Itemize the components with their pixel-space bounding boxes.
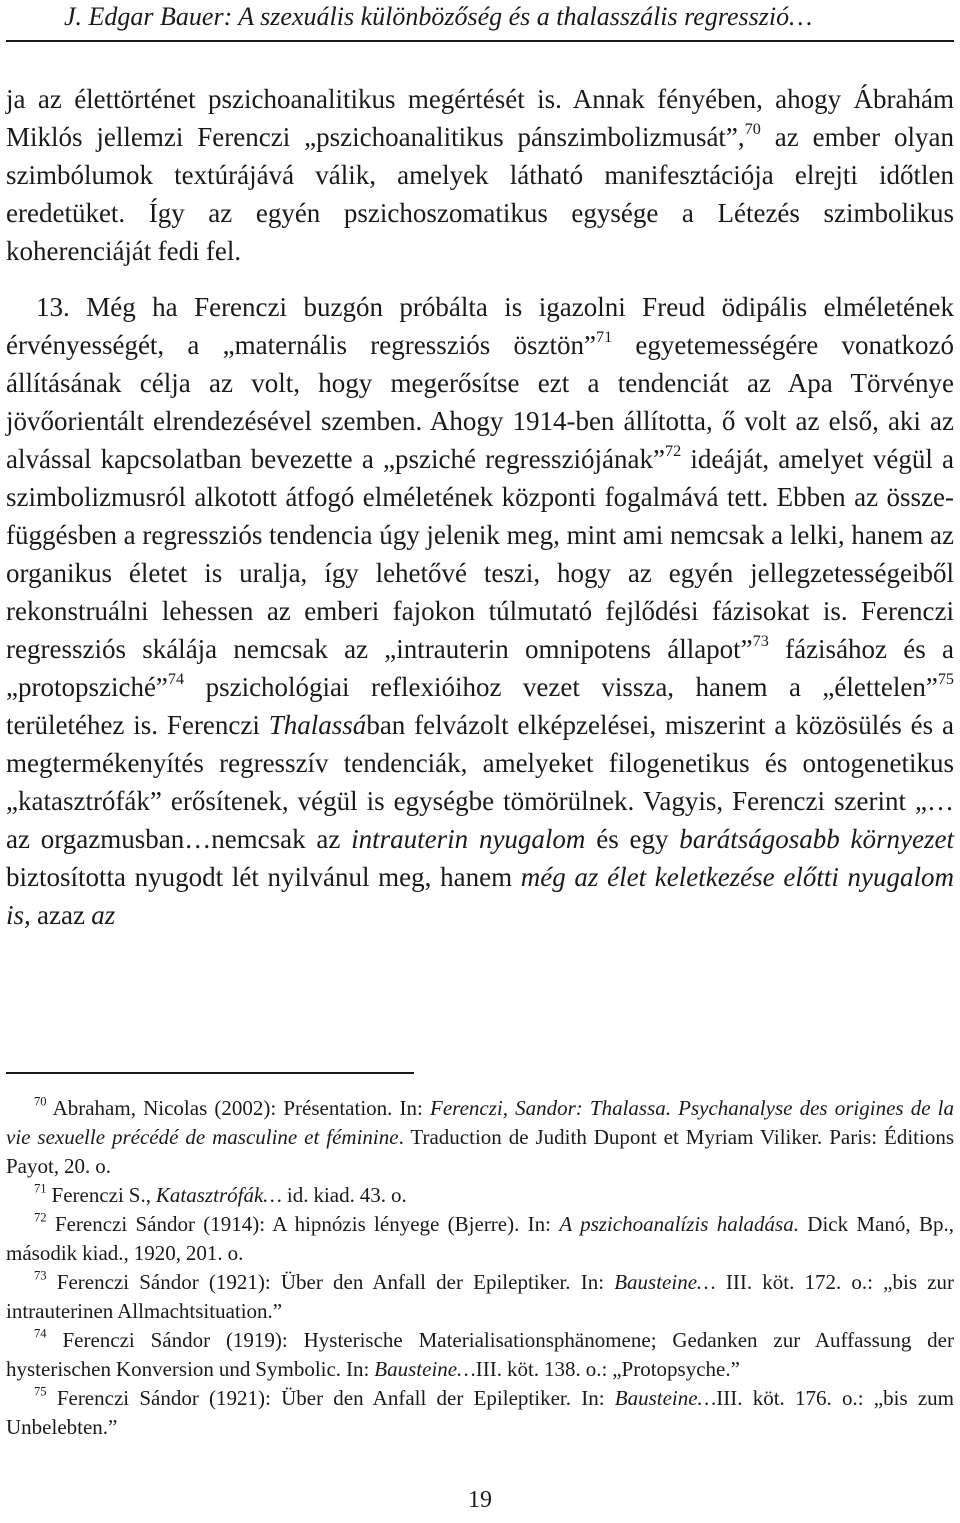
paragraph-13: 13. Még ha Ferenczi buzgón próbálta is igazolni Freud ödipális elméletének érvényességét, a „maternális regressziós ösztön”$^{71}$ egyetemességére vonatkozó állításának célja az volt, hogy megerősítse ezt a tendenciát az Apa Törvénye jövőorientált elrendezésével szemben. Ahogy 1914-ben állította, ő volt az első, aki az alvással kapcsolatban bevezette a „psziché regressziójának”$^{72}$ ideáját, amelyet végül a szimbolizmusról alkotott átfogó elméletének központi fogalmává tett. Ebben az összefüggésben a regressziós tendencia úgy jelenik meg, mint ami nemcsak a lelki, hanem az organikus életet is uralja, így lehetővé teszi, hogy az egyén jellegzetességeiből rekonstruálni lehessen az emberi fajokon túlmutató fejlődési fázisokat is. Ferenczi regressziós skálája nemcsak az „intrauterin omnipotens állapot”$^{73}$ fázisához és a „protopsziché”$^{74}$ pszichológiai reflexióihoz vezet vissza, hanem a „élettelen”$^{75}$ területéhez is. Ferenczi Thalassában felvázolt elképzelései, miszerint a közösülés és a megtermékenyítés regresszív tendenciák, amelyeket filogenetikus és ontogenetikus „katasztrófák” erősítenek, végül is egységbe tömörülnek. Vagyis, Ferenczi szerint „… az orgazmusban…nemcsak az intrauterin nyugalom és egy barátságosabb környezet biztosította nyugodt lét nyilvánul meg, hanem még az élet keletkezése előtti nyugalom is, azaz az <box>6 292 955 930</box>
footnote-71: $^{71}$ Ferenczi S., Katasztrófák… id. kiad. 43. o. <box>34 1181 407 1207</box>
paragraph-continuation: ja az élettörténet pszichoanalitikus megértését is. Annak fényében, ahogy Ábrahám Miklós jellemzi Ferenczi „pszichoanalitikus pánszimbolizmusát”,$^{70}$ az ember olyan szimbólumok textúrájává válik, amelyek látható manifesztációja elrejti időtlen eredetüket. Így az egyén pszichoszomatikus egysége a Létezés szimbolikus koherenciáját fedi fel. <box>6 84 954 266</box>
footnotes <box>6 1094 954 1442</box>
footnote-ref-72[interactable]: 72 <box>665 441 682 460</box>
footnote-rule <box>6 1072 414 1074</box>
footnote-72: $^{72}$ Ferenczi Sándor (1914): A hipnózis lényege (Bjerre). In: A pszichoanalízis haladása. Dick Manó, Bp., második kiad., 1920, 201. o. <box>6 1210 954 1265</box>
footnote-74: $^{74}$ Ferenczi Sándor (1919): Hysterische Materialisationsphänomene; Gedanken zur Auffassung der hysterischen Konversion und Symbolic. In: Bausteine…III. köt. 138. o.: „Protopsyche.” <box>6 1326 954 1381</box>
footnote-ref-73[interactable]: 73 <box>752 631 769 650</box>
footnote-ref-71[interactable]: 71 <box>595 327 613 346</box>
footnote-ref-74[interactable]: 74 <box>167 669 185 688</box>
header-rule <box>6 40 954 42</box>
footnote-ref-70[interactable]: 70 <box>744 119 761 138</box>
footnote-70: $^{70}$ Abraham, Nicolas (2002): Présentation. In: Ferenczi, Sandor: Thalassa. Psychanalyse des origines de la vie sexuelle précédé de masculine et féminine. Traduction de Judith Dupont et Myriam Viliker. Paris: Éditions Payot, 20. o. <box>6 1094 954 1178</box>
footnote-73: $^{73}$ Ferenczi Sándor (1921): Über den Anfall der Epileptiker. In: Bausteine… III. köt. 172. o.: „bis zur intrauterinen Allmachtsituation.” <box>6 1268 954 1323</box>
main-text <box>6 80 954 934</box>
footnote-ref-75[interactable]: 75 <box>937 669 954 688</box>
running-header: J. Edgar Bauer: A szexuális különbözőség és a thalasszális regresszió… <box>64 2 813 31</box>
page-number: 19 <box>468 1487 492 1513</box>
footnote-75: $^{75}$ Ferenczi Sándor (1921): Über den Anfall der Epileptiker. In: Bausteine…III. köt. 176. o.: „bis zum Unbelebten.” <box>6 1384 954 1439</box>
